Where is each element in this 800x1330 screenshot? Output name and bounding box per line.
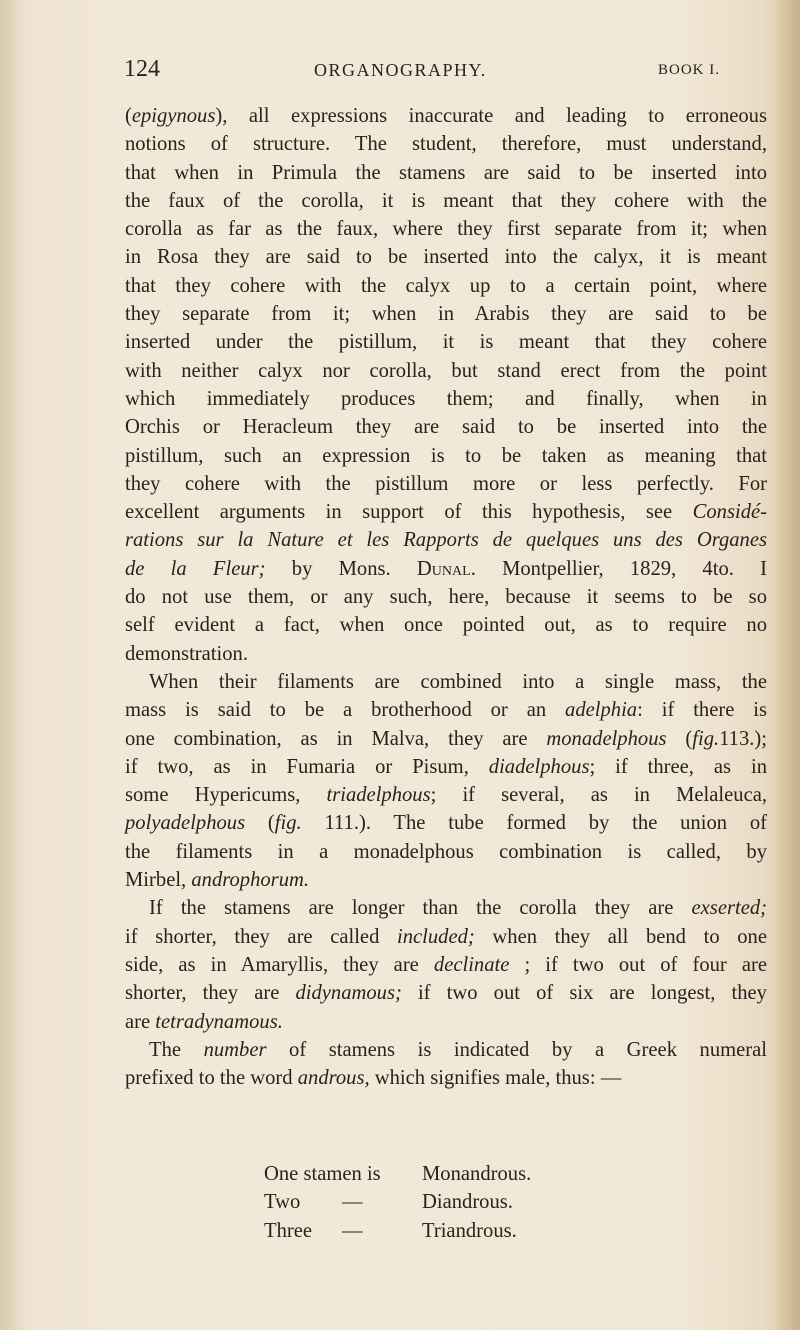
text-line: The number of stamens is indicated by a Greek numeral: [149, 1038, 767, 1061]
text-line: some Hypericums, triadelphous; if several, as in Melaleuca,: [125, 784, 767, 807]
text-line: they separate from it; when in Arabis they are said to be: [125, 303, 767, 326]
text-line: demonstration.: [125, 642, 248, 665]
text-line: the faux of the corolla, it is meant that they cohere with the: [125, 189, 767, 212]
table-cell-dash: —: [342, 1191, 363, 1214]
text-line: de la Fleur; by Mons. Dunal. Montpellier, 1829, 4to. I: [125, 557, 767, 580]
stamen-number-table: [264, 1160, 531, 1245]
text-line: excellent arguments in support of this hypothesis, see Considé-: [125, 501, 767, 524]
text-line: they cohere with the pistillum more or less perfectly. For: [125, 472, 767, 495]
table-cell-term: Three: [264, 1219, 313, 1242]
table-row: [264, 1217, 531, 1245]
text-line: if two, as in Fumaria or Pisum, diadelphous; if three, as in: [125, 755, 767, 778]
table-row: [264, 1188, 531, 1216]
text-line: When their filaments are combined into a single mass, the: [149, 670, 767, 693]
text-line: that when in Primula the stamens are said to be inserted into: [125, 161, 767, 184]
text-line: one combination, as in Malva, they are monadelphous (fig.113.);: [125, 727, 767, 750]
text-line: corolla as far as the faux, where they first separate from it; when: [125, 218, 767, 241]
text-line: Orchis or Heracleum they are said to be inserted into the: [125, 416, 767, 439]
running-header: [0, 56, 800, 86]
page-number: 124: [124, 56, 160, 82]
text-line: Mirbel, androphorum.: [125, 869, 310, 892]
text-line: do not use them, or any such, here, because it seems to be so: [125, 586, 767, 609]
text-line: in Rosa they are said to be inserted into the calyx, it is meant: [125, 246, 767, 269]
text-line: that they cohere with the calyx up to a certain point, where: [125, 274, 767, 297]
body-text: [125, 102, 767, 1092]
text-line: polyadelphous (fig. 111.). The tube formed by the union of: [125, 812, 767, 835]
text-line: the filaments in a monadelphous combination is called, by: [125, 840, 767, 863]
table-cell-name: Diandrous.: [422, 1191, 513, 1214]
book-label: BOOK I.: [658, 62, 720, 78]
text-line: (epigynous), all expressions inaccurate and leading to erroneous: [125, 105, 767, 127]
text-line: which immediately produces them; and finally, when in: [125, 387, 767, 410]
text-line: if shorter, they are called included; when they all bend to one: [125, 925, 767, 948]
running-title: ORGANOGRAPHY.: [314, 60, 487, 80]
text-line: If the stamens are longer than the corolla they are exserted;: [149, 897, 767, 920]
text-line: pistillum, such an expression is to be taken as meaning that: [125, 444, 767, 467]
table-cell-term: One stamen is: [264, 1163, 381, 1185]
text-line: self evident a fact, when once pointed out, as to require no: [125, 614, 767, 637]
table-cell-name: Triandrous.: [422, 1219, 517, 1242]
text-line: rations sur la Nature et les Rapports de quelques uns des Organes: [125, 529, 767, 552]
text-line: are tetradynamous.: [125, 1010, 283, 1033]
table-cell-term: Two: [264, 1191, 301, 1214]
text-line: shorter, they are didynamous; if two out of six are longest, they: [125, 982, 767, 1005]
page-edge-shadow: [774, 0, 800, 1330]
table-cell-name: Monandrous.: [422, 1163, 532, 1185]
text-line: inserted under the pistillum, it is meant that they cohere: [125, 331, 767, 354]
page-gutter-shadow: [0, 0, 22, 1330]
text-line: prefixed to the word androus, which signifies male, thus: —: [125, 1067, 622, 1090]
text-line: notions of structure. The student, therefore, must understand,: [125, 133, 767, 156]
table-cell-dash: —: [342, 1219, 363, 1242]
text-line: with neither calyx nor corolla, but stand erect from the point: [125, 359, 767, 382]
text-line: side, as in Amaryllis, they are declinate ; if two out of four are: [125, 953, 768, 976]
text-line: mass is said to be a brotherhood or an adelphia: if there is: [125, 699, 767, 722]
table-row: [264, 1160, 531, 1188]
